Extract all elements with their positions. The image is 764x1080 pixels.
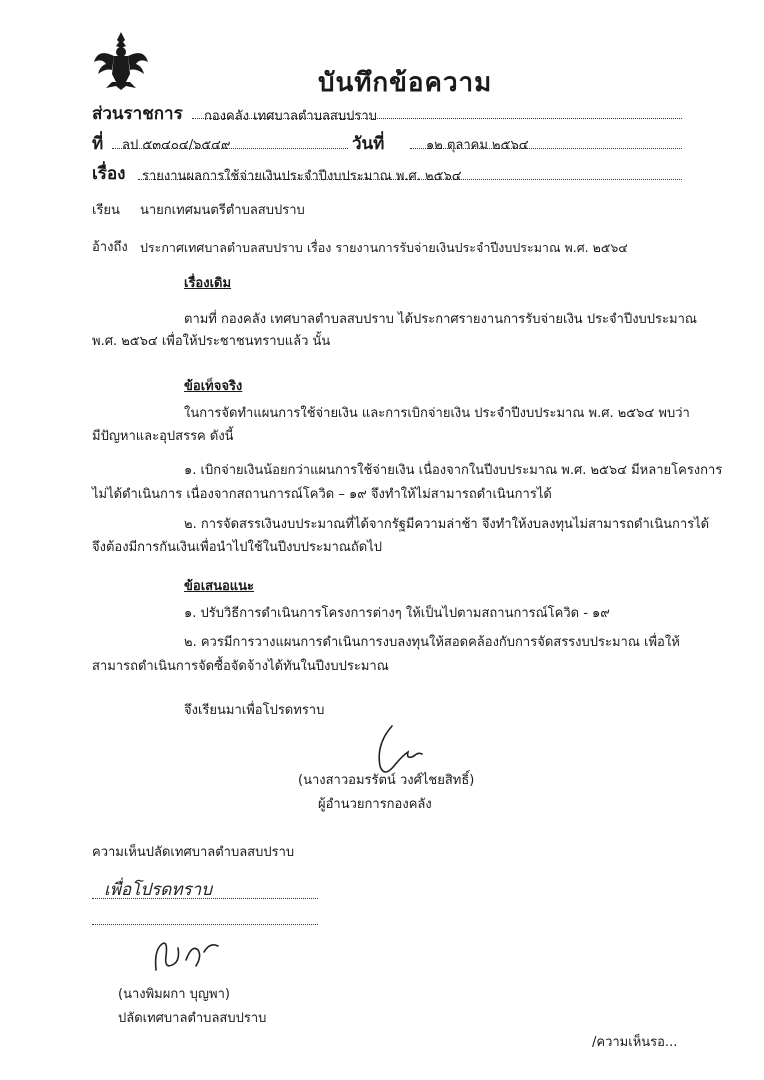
facts-item-2-line-1: ๒. การจัดสรรเงินงบประมาณที่ได้จากรัฐมีความล่าช้า จึงทำให้งบลงทุนไม่สามารถดำเนินการได้ bbox=[184, 517, 710, 532]
facts-item-1-line-1: ๑. เบิกจ่ายเงินน้อยกว่าแผนการใช้จ่ายเงิน เนื่องจากในปีงบประมาณ พ.ศ. ๒๕๖๔ มีหลายโครงการ bbox=[184, 463, 723, 478]
section-facts-line-1: ในการจัดทำแผนการใช้จ่ายเงิน และการเบิกจ่ายเงิน ประจำปีงบประมาณ พ.ศ. ๒๕๖๔ พบว่า bbox=[184, 406, 690, 421]
to-value: นายกเทศมนตรีตำบลสบปราบ bbox=[140, 203, 305, 218]
section-original-line-2: พ.ศ. ๒๕๖๔ เพื่อให้ประชาชนทราบแล้ว นั้น bbox=[92, 334, 331, 349]
opinion-label: ความเห็นปลัดเทศบาลตำบลสบปราบ bbox=[92, 845, 295, 860]
suggestion-item-2-line-2: สามารถดำเนินการจัดซื้อจัดจ้างได้ทันในปีงบประมาณ bbox=[92, 659, 389, 674]
to-label: เรียน bbox=[92, 203, 120, 218]
signature-2-position: ปลัดเทศบาลตำบลสบปราบ bbox=[118, 1011, 267, 1026]
garuda-emblem-icon bbox=[92, 30, 150, 90]
section-facts-line-2: มีปัญหาและอุปสรรค ดังนี้ bbox=[92, 429, 234, 444]
ref-label: ที่ bbox=[92, 134, 104, 154]
continuation-note: /ความเห็นรอ... bbox=[592, 1035, 678, 1050]
office-value: กองคลัง เทศบาลตำบลสบปราบ bbox=[204, 109, 377, 124]
closing-text: จึงเรียนมาเพื่อโปรดทราบ bbox=[184, 703, 325, 718]
section-original-title: เรื่องเดิม bbox=[184, 276, 232, 291]
section-suggestion-title: ข้อเสนอแนะ bbox=[184, 579, 255, 594]
signature-1-position: ผู้อำนวยการกองคลัง bbox=[318, 797, 432, 812]
suggestion-item-1: ๑. ปรับวิธีการดำเนินการโครงการต่างๆ ให้เป็นไปตามสถานการณ์โควิด - ๑๙ bbox=[184, 606, 610, 621]
opinion-handwritten: เพื่อโปรดทราบ bbox=[104, 880, 212, 900]
suggestion-item-2-line-1: ๒. ควรมีการวางแผนการดำเนินการงบลงทุนให้สอดคล้องกับการจัดสรรงบประมาณ เพื่อให้ bbox=[184, 635, 680, 650]
facts-item-1-line-2: ไม่ได้ดำเนินการ เนื่องจากสถานการณ์โควิด – ๑๙ จึงทำให้ไม่สามารถดำเนินการได้ bbox=[92, 487, 552, 502]
memo-title: บันทึกข้อความ bbox=[318, 68, 493, 98]
refer-value: ประกาศเทศบาลตำบลสบปราบ เรื่อง รายงานการรับจ่ายเงินประจำปีงบประมาณ พ.ศ. ๒๕๖๔ bbox=[140, 240, 628, 255]
opinion-dotline-2 bbox=[92, 924, 318, 925]
office-label: ส่วนราชการ bbox=[92, 104, 183, 124]
subject-label: เรื่อง bbox=[92, 164, 126, 184]
date-value: ๑๒ ตุลาคม ๒๕๖๔ bbox=[426, 138, 529, 153]
subject-value: รายงานผลการใช้จ่ายเงินประจำปีงบประมาณ พ.ศ. ๒๕๖๔ bbox=[142, 169, 462, 184]
ref-value: ลป ๕๓๔๐๔/๖๕๔๙ bbox=[122, 138, 231, 153]
section-original-line-1: ตามที่ กองคลัง เทศบาลตำบลสบปราบ ได้ประกาศรายงานการรับจ่ายเงิน ประจำปีงบประมาณ bbox=[184, 312, 697, 327]
date-label: วันที่ bbox=[352, 134, 385, 154]
refer-label: อ้างถึง bbox=[92, 240, 128, 255]
signature-clerk-icon bbox=[148, 930, 228, 980]
signature-2-name: (นางพิมผกา บุญพา) bbox=[118, 987, 230, 1002]
facts-item-2-line-2: จึงต้องมีการกันเงินเพื่อนำไปใช้ในปีงบประมาณถัดไป bbox=[92, 540, 383, 555]
section-facts-title: ข้อเท็จจริง bbox=[184, 379, 243, 394]
signature-1-name: (นางสาวอมรรัตน์ วงศ์ไชยสิทธิ์) bbox=[298, 773, 475, 788]
